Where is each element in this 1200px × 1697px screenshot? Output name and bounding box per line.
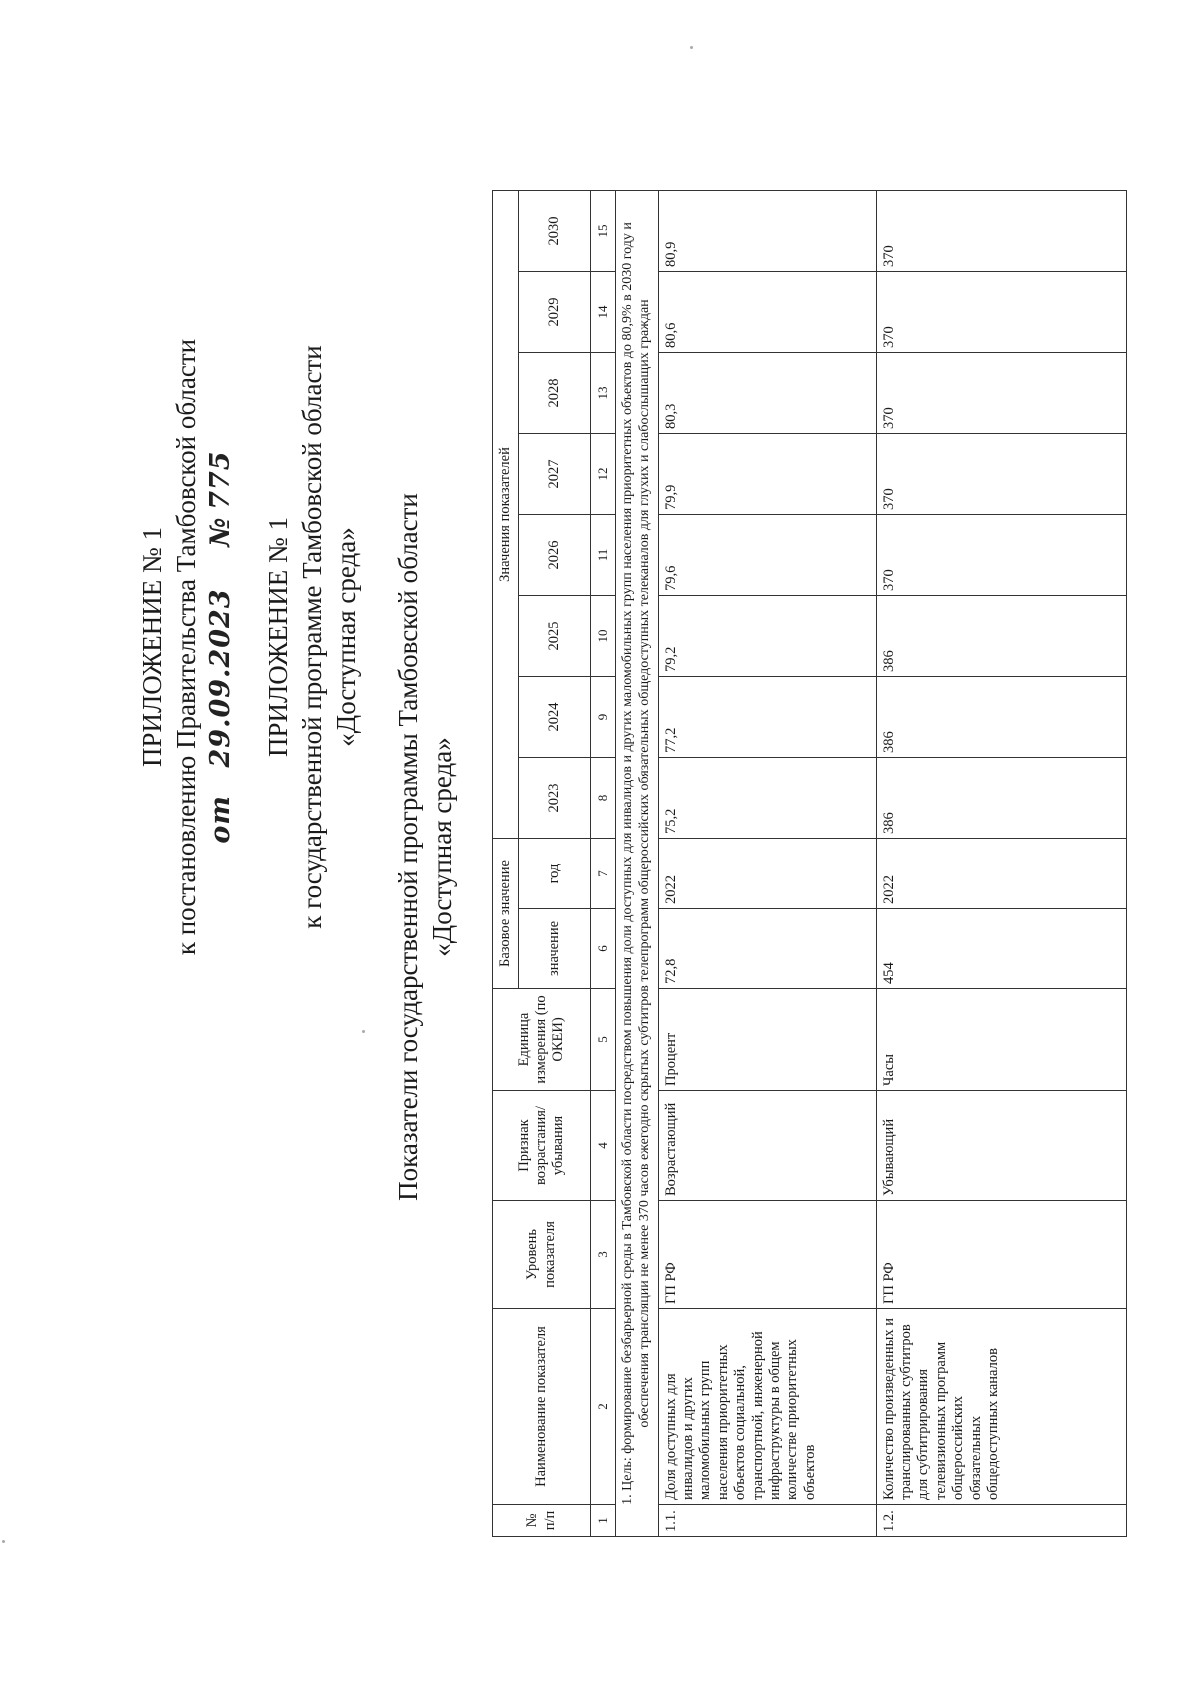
row-name: Количество произведенных и транслированных субтитров для субтитрирования телевизионных программ общероссийских обязательных общедоступных каналов [876,1309,1126,1505]
column-number: 4 [591,1091,616,1201]
column-number-row [591,191,616,1537]
row-level: ГП РФ [658,1201,876,1309]
row-unit: Часы [876,989,1126,1091]
table-row [658,191,876,1537]
header-values: Значения показателей [493,191,519,839]
appendix-government-resolution [136,157,237,1137]
document-title [392,297,460,1397]
appendix-title: ПРИЛОЖЕНИЕ № 1 [137,526,167,768]
column-number: 13 [591,353,616,434]
appendix-subtitle: к постановлению Правительства Тамбовской области [170,338,201,956]
column-number: 15 [591,191,616,272]
column-number: 1 [591,1505,616,1537]
row-value: 79,9 [658,434,876,515]
scan-speck [2,1540,5,1543]
goal-row [615,191,658,1537]
resolution-date-line [204,157,238,1137]
row-trend: Возрастающий [658,1091,876,1201]
handwritten-number: 775 [204,450,236,510]
indicators-table [492,190,1127,1537]
appendix-state-program [262,187,363,1087]
column-number: 7 [591,839,616,909]
row-value: 79,2 [658,596,876,677]
row-base-value: 72,8 [658,909,876,989]
row-value: 79,6 [658,515,876,596]
row-value: 370 [876,434,1126,515]
header-year: 2030 [519,191,591,272]
table-row [876,191,1126,1537]
row-value: 386 [876,596,1126,677]
column-number: 5 [591,989,616,1091]
column-number: 14 [591,272,616,353]
row-value: 75,2 [658,758,876,839]
header-num: № п/п [493,1505,591,1537]
header-row-1 [493,191,519,1537]
document-title-line2: «Доступная среда» [426,737,457,957]
row-name: Доля доступных для инвалидов и других маломобильных групп населения приоритетных объектов социальной, транспортной, инженерной инфраструктуры в общем количестве приоритетных объектов [658,1309,876,1505]
column-number: 10 [591,596,616,677]
row-value: 80,3 [658,353,876,434]
row-base-year: 2022 [876,839,1126,909]
row-value: 370 [876,191,1126,272]
header-level: Уровень показателя [493,1201,591,1309]
header-base-value: значение [519,909,591,989]
handwritten-number-sign: № [204,516,236,547]
row-num: 1.1. [658,1505,876,1537]
row-trend: Убывающий [876,1091,1126,1201]
header-unit: Единица измерения (по ОКЕИ) [493,989,591,1091]
row-base-year: 2022 [658,839,876,909]
row-value: 370 [876,515,1126,596]
column-number: 6 [591,909,616,989]
row-unit: Процент [658,989,876,1091]
header-year: 2023 [519,758,591,839]
row-value: 80,6 [658,272,876,353]
document-title-line1: Показатели государственной программы Тамбовской области [393,493,423,1201]
row-base-value: 454 [876,909,1126,989]
column-number: 9 [591,677,616,758]
scan-speck [362,1030,365,1033]
header-base-year: год [519,839,591,909]
column-number: 8 [591,758,616,839]
column-number: 11 [591,515,616,596]
column-number: 3 [591,1201,616,1309]
program-name: «Доступная среда» [330,527,361,747]
header-name: Наименование показателя [493,1309,591,1505]
column-number: 2 [591,1309,616,1505]
scan-speck [690,46,693,49]
header-base: Базовое значение [493,839,519,989]
row-value: 386 [876,758,1126,839]
header-year: 2026 [519,515,591,596]
header-year: 2028 [519,353,591,434]
goal-text: 1. Цель: формирование безбарьерной среды в Тамбовской области посредством повышения доли доступных для инвалидов и других маломобильных групп населения приоритетных объектов до 80,9% в 2030 году и обеспечения трансляции не менее 370 часов ежегодно скрытых субтитров телепрограмм общероссийских обязательных общедоступных телеканалов для глухих и слабослышащих граждан [615,191,658,1537]
header-year: 2025 [519,596,591,677]
header-year: 2024 [519,677,591,758]
column-number: 12 [591,434,616,515]
header-year: 2029 [519,272,591,353]
handwritten-date: 29.09.2023 [204,588,236,768]
row-level: ГП РФ [876,1201,1126,1309]
appendix-subtitle: к государственной программе Тамбовской области [296,345,327,929]
row-value: 370 [876,353,1126,434]
handwritten-from: от [204,795,236,844]
row-value: 77,2 [658,677,876,758]
row-value: 370 [876,272,1126,353]
row-value: 80,9 [658,191,876,272]
appendix-title: ПРИЛОЖЕНИЕ № 1 [263,516,293,758]
header-year: 2027 [519,434,591,515]
row-num: 1.2. [876,1505,1126,1537]
row-value: 386 [876,677,1126,758]
header-trend: Признак возрастания/ убывания [493,1091,591,1201]
